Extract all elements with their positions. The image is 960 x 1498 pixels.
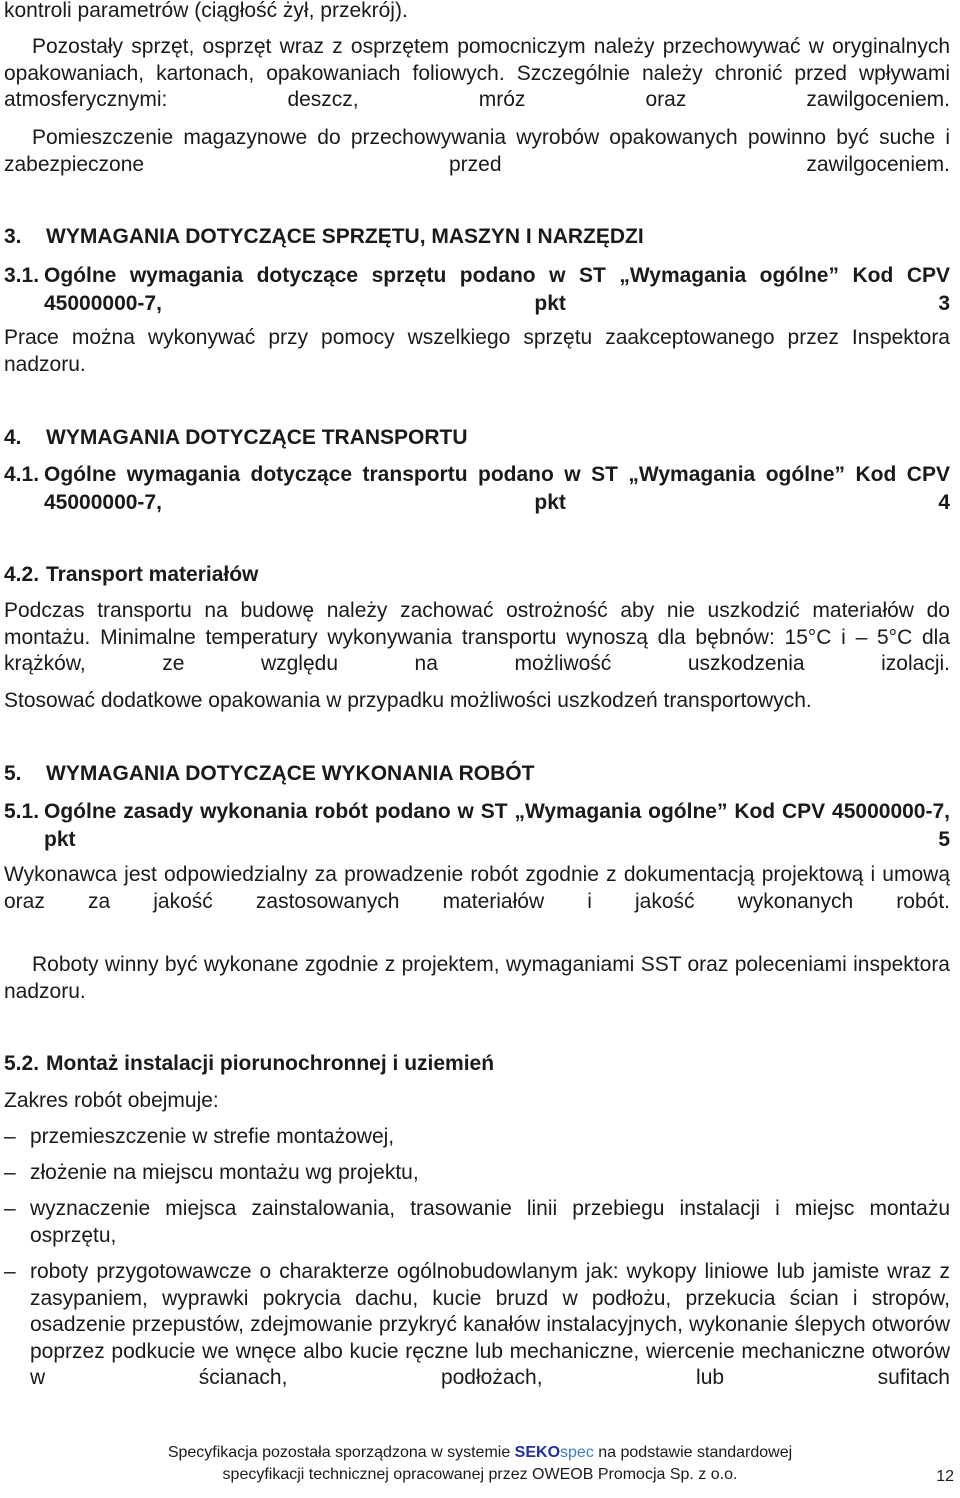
section-5-heading — [4, 761, 950, 788]
section-4-1-heading — [4, 461, 950, 517]
list-item: – roboty przygotowawcze o charakterze ogólnobudowlanym jak: wykopy liniowe lub jamiste wraz z zasypaniem, wyprawki pokrycia dachu, kucie bruzd w podłożu, przekucia ścian i stropów, osadzenie przepustów, zdejmowanie przykryć kanałów instalacyjnych, wykonanie ślepych otworów poprzez podkucie we wnęce albo kucie ręczne lub mechaniczne, wiercenie mechaniczne otworów w ścianach, podłożach, lub sufitach — [4, 1260, 950, 1390]
section-title: Ogólne wymagania dotyczące sprzętu podano w ST „Wymagania ogólne” Kod CPV 45000000-7, pkt 3 — [44, 264, 950, 315]
paragraph-contractor: Wykonawca jest odpowiedzialny za prowadzenie robót zgodnie z dokumentacją projektową i umową oraz za jakość zastosowanych materiałów i jakość wykonanych robót. — [4, 863, 950, 913]
section-title: WYMAGANIA DOTYCZĄCE TRANSPORTU — [46, 426, 468, 449]
section-3-1-heading — [4, 262, 950, 318]
footer-line-2: specyfikacji technicznej opracowanej przez OWEOB Promocja Sp. z o.o. — [222, 1466, 738, 1483]
list-item: – przemieszczenie w strefie montażowej, — [4, 1124, 950, 1151]
paragraph-transport: Podczas transportu na budowę należy zachować ostrożność aby nie uszkodzić materiałów do montażu. Minimalne temperatury wykonywania transportu wynoszą dla bębnów: 15°C i – 5°C dla krążków, ze względu na możliwość uszkodzenia izolacji. — [4, 599, 950, 676]
paragraph-equipment: Prace można wykonywać przy pomocy wszelkiego sprzętu zaakceptowanego przez Inspektora nadzoru. — [4, 326, 950, 376]
list-dash: – — [4, 1260, 16, 1283]
section-3-heading — [4, 224, 950, 251]
section-4-2-heading — [4, 562, 950, 589]
list-item: – wyznaczenie miejsca zainstalowania, trasowanie linii przebiegu instalacji i miejsc montażu osprzętu, — [4, 1197, 950, 1247]
section-number: 5. — [4, 762, 22, 785]
section-number: 3. — [4, 225, 22, 248]
section-5-1-heading — [4, 798, 950, 854]
section-number: 4.1. — [4, 463, 40, 486]
paragraph-warehouse: Pomieszczenie magazynowe do przechowywania wyrobów opakowanych powinno być suche i zabezpieczone przed zawilgoceniem. — [4, 126, 950, 176]
section-title: WYMAGANIA DOTYCZĄCE WYKONANIA ROBÓT — [46, 762, 535, 785]
list-dash: – — [4, 1197, 16, 1220]
section-title: Ogólne zasady wykonania robót podano w ST „Wymagania ogólne” Kod CPV 45000000-7, pkt 5 — [44, 800, 950, 851]
brand-seko: SEKO — [514, 1444, 561, 1461]
paragraph-scope: Zakres robót obejmuje: — [4, 1089, 219, 1112]
section-number: 4. — [4, 426, 22, 449]
page-footer — [0, 1442, 960, 1486]
section-title: Transport materiałów — [46, 563, 259, 586]
list-dash: – — [4, 1125, 16, 1148]
footer-line-1: Specyfikacja pozostała sporządzona w systemie SEKOspec na podstawie standardowej — [167, 1444, 793, 1461]
paragraph-top: kontroli parametrów (ciągłość żył, przekrój). — [4, 0, 408, 22]
paragraph-works: Roboty winny być wykonane zgodnie z projektem, wymaganiami SST oraz poleceniami inspektora nadzoru. — [4, 953, 950, 1003]
section-number: 5.1. — [4, 800, 40, 823]
section-title: WYMAGANIA DOTYCZĄCE SPRZĘTU, MASZYN I NARZĘDZI — [46, 225, 644, 248]
section-title: Montaż instalacji piorunochronnej i uziemień — [46, 1052, 495, 1075]
paragraph-storage: Pozostały sprzęt, osprzęt wraz z osprzętem pomocniczym należy przechowywać w oryginalnych opakowaniach, kartonach, opakowaniach foliowych. Szczególnie należy chronić przed wpływami atmosferycznymi: deszcz, mróz oraz zawilgoceniem. — [4, 35, 950, 112]
list-dash: – — [4, 1161, 16, 1184]
section-title: Ogólne wymagania dotyczące transportu podano w ST „Wymagania ogólne” Kod CPV 45000000-7, pkt 4 — [44, 463, 950, 514]
page-number: 12 — [936, 1468, 954, 1485]
brand-spec: spec — [560, 1444, 594, 1461]
section-5-2-heading — [4, 1051, 950, 1078]
section-4-heading — [4, 425, 950, 452]
section-number: 5.2. — [4, 1052, 40, 1075]
section-number: 3.1. — [4, 264, 40, 287]
list-item: – złożenie na miejscu montażu wg projektu, — [4, 1160, 950, 1187]
section-number: 4.2. — [4, 563, 40, 586]
paragraph-packaging: Stosować dodatkowe opakowania w przypadku możliwości uszkodzeń transportowych. — [4, 689, 812, 712]
